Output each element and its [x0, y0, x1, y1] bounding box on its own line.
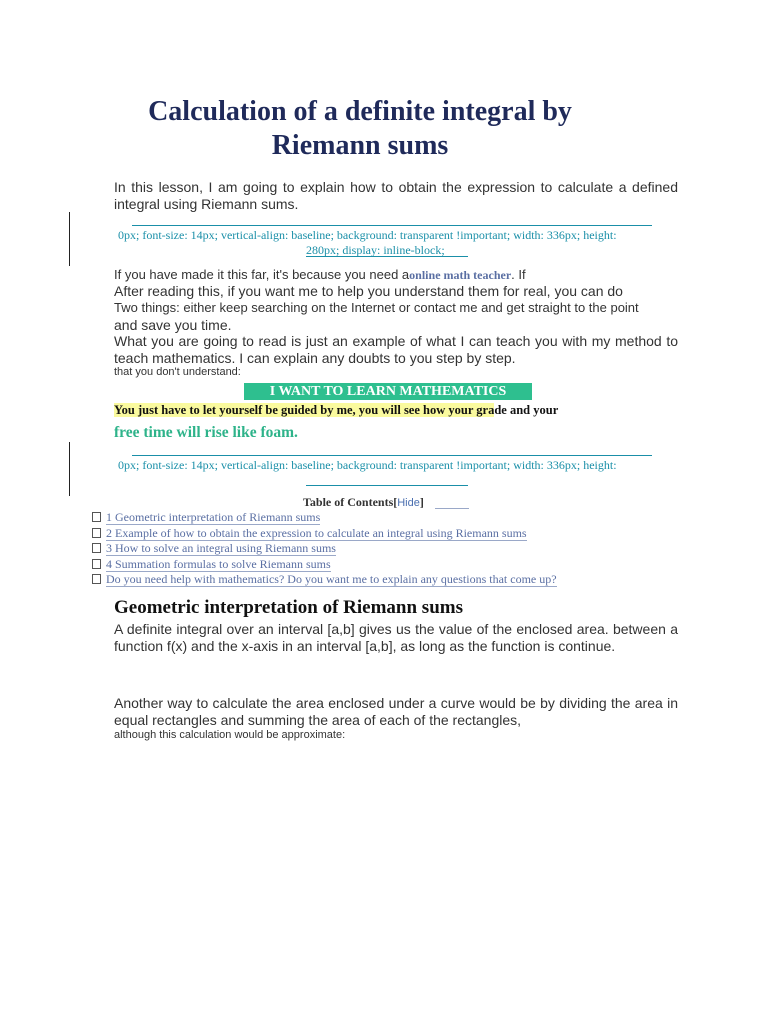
- para-line-3: Two things: either keep searching on the Internet or contact me and get straight to the point: [114, 300, 639, 315]
- learn-mathematics-button[interactable]: I WANT TO LEARN MATHEMATICS: [244, 383, 532, 400]
- online-math-teacher-link[interactable]: online math teacher: [409, 268, 512, 282]
- plain-text: de and your: [494, 403, 559, 417]
- checkbox-icon: [92, 559, 101, 569]
- section-heading: Geometric interpretation of Riemann sums: [114, 597, 463, 618]
- page-title: [100, 95, 620, 163]
- toc-item-label[interactable]: Do you need help with mathematics? Do you want me to explain any questions that come up?: [106, 572, 557, 586]
- toc-title: Table of Contents[Hide]: [303, 495, 424, 509]
- left-marker: [69, 442, 70, 496]
- toc-item[interactable]: [92, 557, 331, 572]
- para-line-2: After reading this, if you want me to help you understand them for real, you can do: [114, 283, 623, 299]
- toc-item-label[interactable]: 3 How to solve an integral using Riemann sums: [106, 541, 336, 555]
- para-line-5: What you are going to read is just an example of what I can teach you with my method to teach mathematics. I can explain any doubts to you step by step.: [114, 333, 678, 366]
- code-text-line-1: 0px; font-size: 14px; vertical-align: baseline; background: transparent !important; width: 336px; height:: [118, 458, 617, 472]
- para-text: . If: [511, 267, 526, 282]
- divider: [132, 225, 652, 226]
- toc-item[interactable]: [92, 572, 557, 587]
- section-paragraph-2: Another way to calculate the area enclosed under a curve would be by dividing the area in equal rectangles and summing the area of each of the rectangles,: [114, 695, 678, 728]
- checkbox-icon: [92, 543, 101, 553]
- toc-item-label[interactable]: 2 Example of how to obtain the expression to calculate an integral using Riemann sums: [106, 526, 527, 540]
- divider: [306, 485, 468, 486]
- divider: [306, 256, 468, 257]
- title-line-1: Calculation of a definite integral by: [148, 96, 572, 127]
- green-tagline: free time will rise like foam.: [114, 424, 298, 441]
- checkbox-icon: [92, 528, 101, 538]
- para-line-4: and save you time.: [114, 317, 232, 333]
- code-text-line-2: 280px; display: inline-block;: [306, 243, 445, 257]
- toc-item-label[interactable]: 4 Summation formulas to solve Riemann sums: [106, 557, 331, 571]
- toc-item[interactable]: [92, 541, 336, 556]
- highlighted-text: You just have to let yourself be guided by me, you will see how your gra: [114, 403, 495, 417]
- title-line-2: Riemann sums: [271, 130, 449, 161]
- divider: [132, 455, 652, 456]
- toc-title-text: Table of Contents: [303, 495, 394, 509]
- divider: [435, 508, 469, 509]
- toc-item[interactable]: [92, 510, 320, 525]
- left-marker: [69, 212, 70, 266]
- para-text: If you have made it this far, it's because you need a: [114, 267, 410, 282]
- code-text-line-1: 0px; font-size: 14px; vertical-align: baseline; background: transparent !important; width: 336px; height:: [118, 228, 617, 242]
- para-line-6: that you don't understand:: [114, 366, 241, 378]
- checkbox-icon: [92, 512, 101, 522]
- checkbox-icon: [92, 574, 101, 584]
- guided-line: [114, 400, 558, 420]
- intro-paragraph: In this lesson, I am going to explain how to obtain the expression to calculate a defined integral using Riemann sums.: [114, 179, 678, 212]
- toc-item-label[interactable]: 1 Geometric interpretation of Riemann sums: [106, 510, 321, 524]
- para-line-1: [114, 267, 526, 283]
- toc-hide-link[interactable]: Hide: [397, 497, 420, 509]
- toc-item[interactable]: [92, 526, 527, 541]
- section-paragraph-2-note: although this calculation would be approximate:: [114, 729, 346, 741]
- section-paragraph-1: A definite integral over an interval [a,b] gives us the value of the enclosed area. between a function f(x) and the x-axis in an interval [a,b], as long as the function is continue.: [114, 621, 678, 654]
